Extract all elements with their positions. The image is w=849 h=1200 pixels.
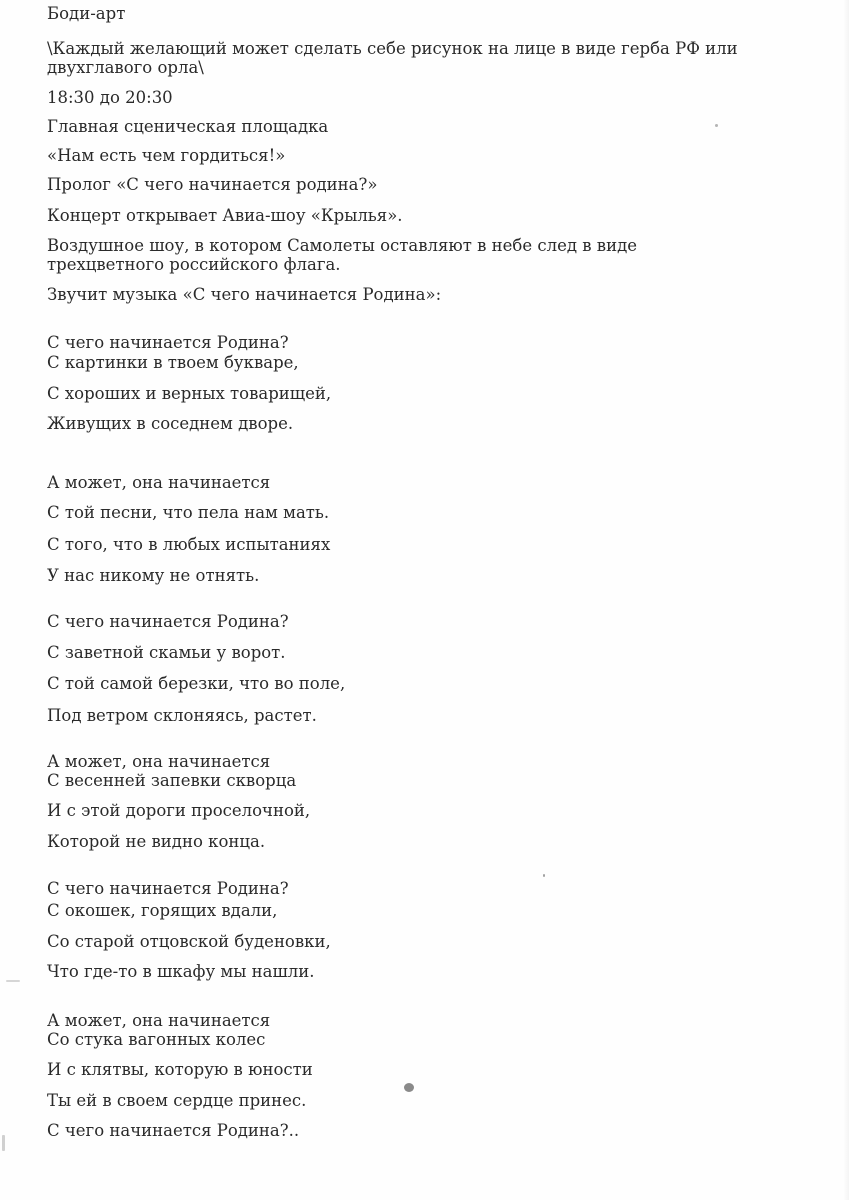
lyric-line: Под ветром склоняясь, растет. xyxy=(47,706,317,725)
lyric-line: С окошек, горящих вдали, xyxy=(47,901,278,920)
concert-opening: Концерт открывает Авиа-шоу «Крылья». xyxy=(47,206,403,225)
lyric-line: С чего начинается Родина? xyxy=(47,612,289,631)
lyric-line: Со стука вагонных колес xyxy=(47,1030,266,1049)
lyric-line: Со старой отцовской буденовки, xyxy=(47,932,331,951)
lyric-line: А может, она начинается xyxy=(47,752,271,771)
lyric-line: И с клятвы, которую в юности xyxy=(47,1060,313,1079)
lyric-line: Которой не видно конца. xyxy=(47,832,266,851)
lyric-line: С той песни, что пела нам мать. xyxy=(47,503,330,522)
scan-speck xyxy=(6,980,20,982)
lyric-line: С картинки в твоем букваре, xyxy=(47,353,299,372)
scan-speck xyxy=(715,124,718,127)
lyric-line: С той самой березки, что во поле, xyxy=(47,674,346,693)
event-time: 18:30 до 20:30 xyxy=(47,88,173,107)
scan-speck xyxy=(2,1135,5,1151)
lyric-line: Что где-то в шкафу мы нашли. xyxy=(47,962,315,981)
air-show-description: Воздушное шоу, в котором Самолеты оставляют в небе след в виде трехцветного российского флага. xyxy=(47,236,638,274)
lyric-line: Живущих в соседнем дворе. xyxy=(47,414,294,433)
stage-name: Главная сценическая площадка xyxy=(47,117,329,136)
lyric-line: И с этой дороги проселочной, xyxy=(47,801,311,820)
lyric-line: С того, что в любых испытаниях xyxy=(47,535,331,554)
lyric-line: С весенней запевки скворца xyxy=(47,771,297,790)
scan-speck xyxy=(404,1083,414,1092)
lyric-line: С чего начинается Родина? xyxy=(47,879,289,898)
event-title: Боди-арт xyxy=(47,4,126,23)
lyric-line: У нас никому не отнять. xyxy=(47,566,260,585)
lyric-line: А может, она начинается xyxy=(47,473,271,492)
lyric-line: С чего начинается Родина? xyxy=(47,333,289,352)
lyric-line: Ты ей в своем сердце принес. xyxy=(47,1091,307,1110)
scan-edge xyxy=(843,0,849,1200)
prologue-line: Пролог «С чего начинается родина?» xyxy=(47,175,378,194)
program-title: «Нам есть чем гордиться!» xyxy=(47,146,286,165)
event-description: \Каждый желающий может сделать себе рисунок на лице в виде герба РФ или двухглавого орла\ xyxy=(47,39,738,77)
lyric-line: С чего начинается Родина?.. xyxy=(47,1121,300,1140)
lyric-line: А может, она начинается xyxy=(47,1011,271,1030)
music-intro: Звучит музыка «С чего начинается Родина»: xyxy=(47,285,442,304)
lyric-line: С хороших и верных товарищей, xyxy=(47,384,332,403)
scan-speck xyxy=(543,874,545,877)
lyric-line: С заветной скамьи у ворот. xyxy=(47,643,286,662)
